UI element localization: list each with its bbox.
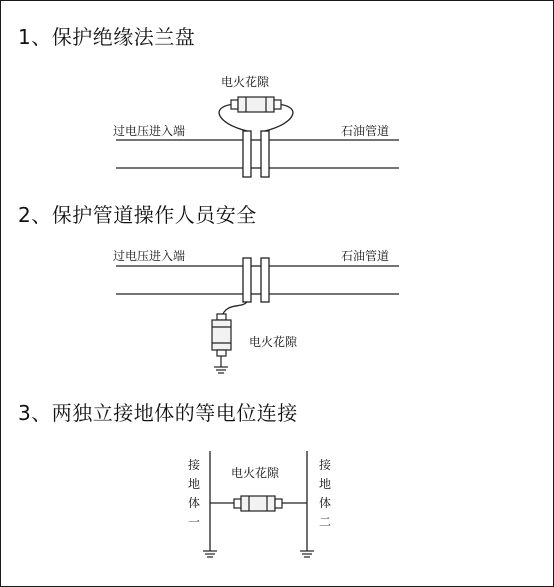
ground-body-1-char: 地 xyxy=(187,477,200,491)
ground-body-2-char: 体 xyxy=(318,496,331,510)
ground-symbol-3b xyxy=(300,551,314,557)
spark-gap-3 xyxy=(234,496,282,511)
spark-gap-2 xyxy=(212,314,231,356)
insulating-flange-2 xyxy=(243,258,269,302)
insulating-flange-1 xyxy=(243,131,269,177)
pipeline-1 xyxy=(116,140,399,168)
ground-symbol-3a xyxy=(203,551,217,557)
section-2-heading: 2、保护管道操作人员安全 xyxy=(18,203,257,227)
section-3-heading: 3、两独立接地体的等电位连接 xyxy=(18,401,298,425)
diagram-graphics xyxy=(1,1,553,586)
ground-body-1-char: 一 xyxy=(187,515,200,529)
ground-body-2-char: 接 xyxy=(318,458,331,472)
ground-body-1-char: 接 xyxy=(187,458,200,472)
spark-gap-label-2: 电火花隙 xyxy=(249,335,298,349)
pipeline-2 xyxy=(116,266,399,294)
spark-gap-label-1: 电火花隙 xyxy=(221,75,270,89)
ground-symbol-2 xyxy=(214,356,228,373)
overvoltage-entry-label-2: 过电压进入端 xyxy=(113,249,186,263)
ground-body-1-char: 体 xyxy=(187,496,200,510)
ground-body-2-char: 二 xyxy=(318,515,331,529)
oil-pipeline-label-2: 石油管道 xyxy=(341,249,390,263)
overvoltage-entry-label-1: 过电压进入端 xyxy=(113,124,186,138)
oil-pipeline-label-1: 石油管道 xyxy=(341,124,390,138)
section-1-heading: 1、保护绝缘法兰盘 xyxy=(18,25,196,49)
ground-body-2-char: 地 xyxy=(318,477,331,491)
spark-gap-1 xyxy=(231,97,281,112)
spark-gap-label-3: 电火花隙 xyxy=(231,466,280,480)
